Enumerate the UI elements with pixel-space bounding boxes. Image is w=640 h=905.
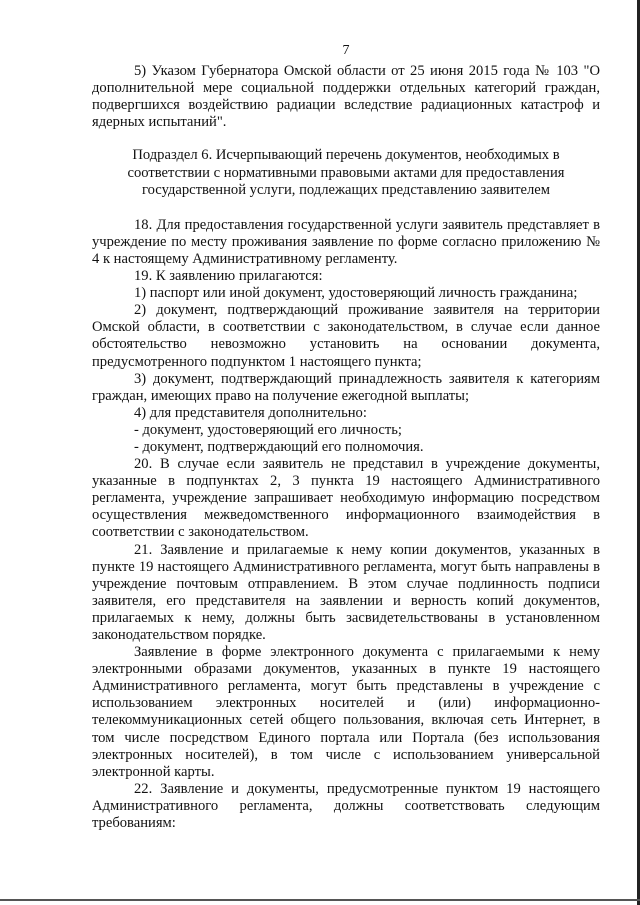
intro-paragraph: 5) Указом Губернатора Омской области от 25 июня 2015 года № 103 "О дополнительной мере социальной поддержки отдельных категорий граждан, подвергшихся воздействию радиации вследствие радиационных катастроф и ядерных испытаний". xyxy=(92,63,600,131)
scan-bottom-line xyxy=(0,899,640,901)
sub-list-item-authority: - документ, подтверждающий его полномочия. xyxy=(134,438,424,455)
list-item-3: 3) документ, подтверждающий принадлежность заявителя к категориям граждан, имеющих право на получение ежегодной выплаты; xyxy=(92,370,600,404)
list-item-1: 1) паспорт или иной документ, удостоверяющий личность гражданина; xyxy=(134,285,578,302)
paragraph-20: 20. В случае если заявитель не представил в учреждение документы, указанные в подпунктах 2, 3 пункта 19 настоящего Административного регламента, учреждение запрашивает необходимую информацию посредством осуществления межведомственного информационного взаимодействия в соответствии с законодательством. xyxy=(92,456,600,541)
subsection-title: Подраздел 6. Исчерпывающий перечень документов, необходимых в соответствии с нормативными правовыми актами для предоставления государственной услуги, подлежащих представлению заявителем xyxy=(127,147,565,198)
list-item-2: 2) документ, подтверждающий проживание заявителя на территории Омской области, в соответствии с законодательством, в случае если данное обстоятельство невозможно установить на основании документа, предусмотренного подпунктом 1 настоящего пункта; xyxy=(92,302,600,370)
page-number: 7 xyxy=(342,43,350,58)
paragraph-21: 21. Заявление и прилагаемые к нему копии документов, указанных в пункте 19 настоящего Административного регламента, могут быть направлены в учреждение почтовым отправлением. В этом случае подлинность подписи заявителя, его представителя на заявлении и верность копий документов, прилагаемых к нему, должны быть засвидетельствованы в установленном законодательством порядке. xyxy=(92,541,600,643)
paragraph-22: 22. Заявление и документы, предусмотренные пунктом 19 настоящего Административного регламента, должны соответствовать следующим требованиям: xyxy=(92,780,600,832)
paragraph-electronic: Заявление в форме электронного документа с прилагаемыми к нему электронными образами документов, указанных в пункте 19 настоящего Административного регламента, могут быть представлены в учреждение с использованием электронных носителей и (или) информационно-телекоммуникационных сетей общего пользования, включая сеть Интернет, в том числе посредством Единого портала или Портала (без использования электронных носителей), в том числе с использованием универсальной электронной карты. xyxy=(92,644,600,780)
paragraph-18: 18. Для предоставления государственной услуги заявитель представляет в учреждение по месту проживания заявление по форме согласно приложению № 4 к настоящему Административному регламенту. xyxy=(92,216,600,267)
sub-list-item-identity: - документ, удостоверяющий его личность; xyxy=(134,421,402,438)
document-page xyxy=(92,42,600,832)
list-item-4: 4) для представителя дополнительно: xyxy=(134,404,367,421)
document-body xyxy=(92,217,600,832)
paragraph-19: 19. К заявлению прилагаются: xyxy=(134,268,323,285)
